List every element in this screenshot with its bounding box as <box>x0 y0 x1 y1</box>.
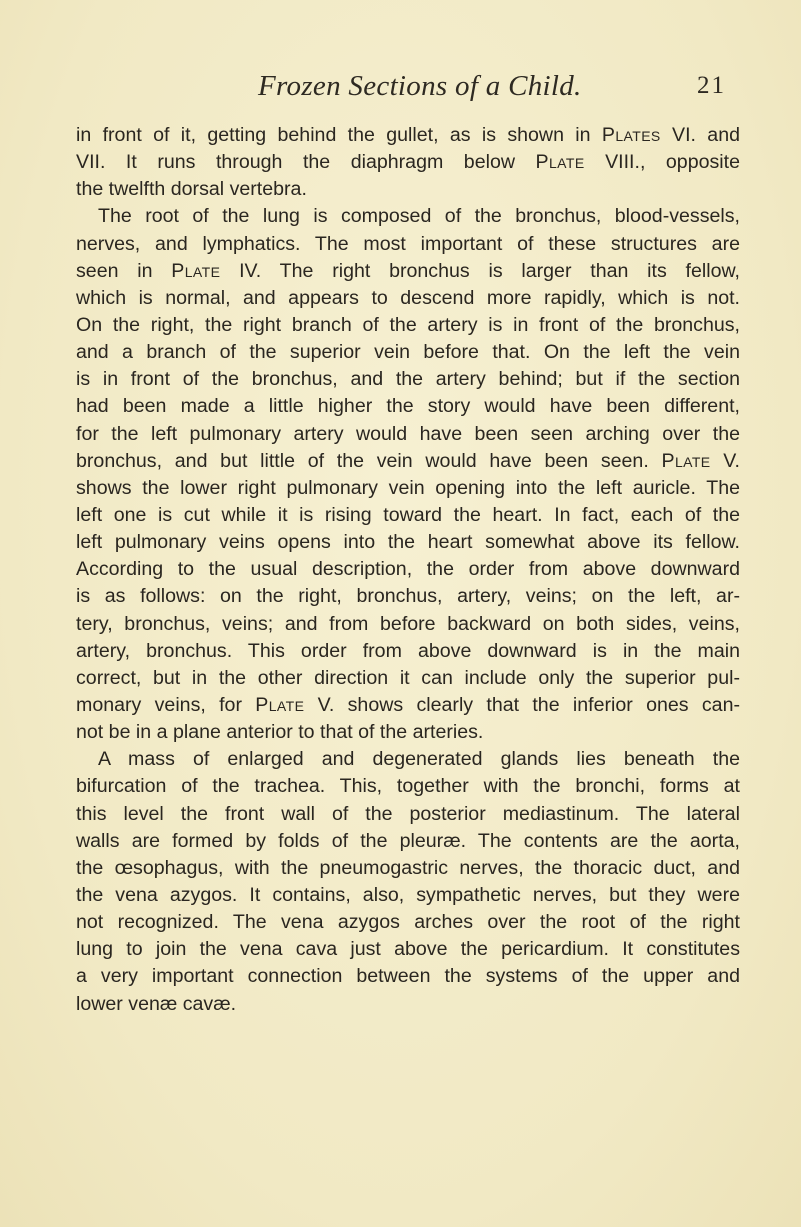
text-line: is as follows: on the right, bronchus, artery, veins; on the left, ar- <box>76 585 740 608</box>
text-line: the vena azygos. It contains, also, sympathetic nerves, but they were <box>76 883 740 906</box>
plate-reference: Plate <box>661 449 711 472</box>
text-line: nerves, and lymphatics. The most important of these structures are <box>76 232 740 255</box>
running-title: Frozen Sections of a Child. <box>258 70 582 102</box>
text-line: bifurcation of the trachea. This, together with the bronchi, forms at <box>76 775 740 798</box>
text-line: this level the front wall of the posterior mediastinum. The lateral <box>76 802 740 825</box>
text-line: A mass of enlarged and degenerated glands lies beneath the <box>98 748 740 771</box>
text-line: walls are formed by folds of the pleuræ. The contents are the aorta, <box>76 829 740 852</box>
text-line: left one is cut while it is rising toward the heart. In fact, each of the <box>76 503 740 526</box>
text-line: which is normal, and appears to descend more rapidly, which is not. <box>76 286 740 309</box>
plate-reference: Plate <box>255 693 305 716</box>
running-head <box>0 70 801 110</box>
text-line: not recognized. The vena azygos arches over the root of the right <box>76 911 740 934</box>
text-line: VII. It runs through the diaphragm below Plate VIII., opposite <box>76 151 740 174</box>
text-line: seen in Plate IV. The right bronchus is larger than its fellow, <box>76 259 740 282</box>
text-line: in front of it, getting behind the gullet, as is shown in Plates VI. and <box>76 124 740 146</box>
text-line: The root of the lung is composed of the bronchus, blood-vessels, <box>98 205 740 228</box>
paragraph-2 <box>76 203 740 746</box>
text-line: monary veins, for Plate V. shows clearly that the inferior ones can- <box>76 693 740 716</box>
text-line: not be in a plane anterior to that of the arteries. <box>76 721 484 744</box>
text-line: lower venæ cavæ. <box>76 992 237 1015</box>
text-line: tery, bronchus, veins; and from before backward on both sides, veins, <box>76 612 740 635</box>
text-line: lung to join the vena cava just above the pericardium. It constitutes <box>76 938 740 961</box>
text-line: the œsophagus, with the pneumogastric nerves, the thoracic duct, and <box>76 856 740 879</box>
page-number: 21 <box>697 72 726 99</box>
text-line: and a branch of the superior vein before that. On the left the vein <box>76 341 740 364</box>
plate-reference: Plate <box>171 259 221 282</box>
text-line: artery, bronchus. This order from above downward is in the main <box>76 639 740 662</box>
text-line: for the left pulmonary artery would have been seen arching over the <box>76 422 740 445</box>
plate-reference: Plates <box>601 124 661 146</box>
text-line: left pulmonary veins opens into the heart somewhat above its fellow. <box>76 531 740 554</box>
body-text <box>76 122 740 1018</box>
text-line: correct, but in the other direction it can include only the superior pul- <box>76 666 740 689</box>
paragraph-3 <box>76 746 740 1017</box>
text-line: the twelfth dorsal vertebra. <box>76 178 307 201</box>
text-line: shows the lower right pulmonary vein opening into the left auricle. The <box>76 476 740 499</box>
paragraph-1 <box>76 122 740 203</box>
text-line: is in front of the bronchus, and the artery behind; but if the section <box>76 368 740 391</box>
text-line: On the right, the right branch of the artery is in front of the bronchus, <box>76 313 740 336</box>
plate-reference: Plate <box>535 151 585 174</box>
text-line: a very important connection between the systems of the upper and <box>76 965 740 988</box>
text-line: bronchus, and but little of the vein would have been seen. Plate V. <box>76 449 740 472</box>
text-line: According to the usual description, the order from above downward <box>76 558 740 581</box>
text-line: had been made a little higher the story would have been different, <box>76 395 740 418</box>
